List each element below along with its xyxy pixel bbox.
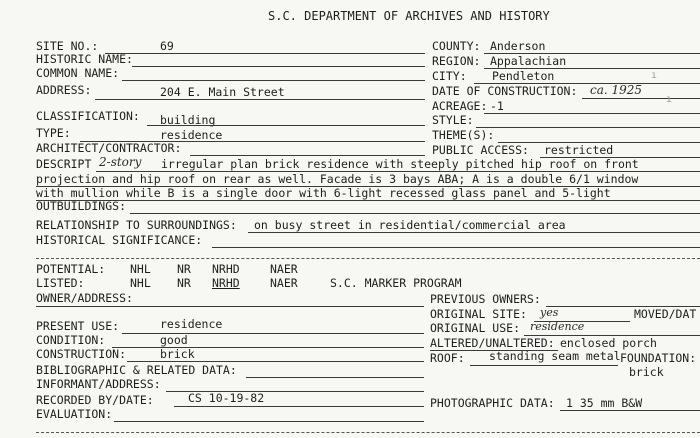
original-use-label: ORIGINAL USE: [430,321,521,335]
region-value: Appalachian [490,54,567,68]
description-handwritten: 2-story [99,155,142,169]
condition-value: good [160,333,188,347]
relationship-value: on busy street in residential/commercial area [254,218,566,232]
address-value: 204 E. Main Street [160,85,285,99]
recorded-by-label: RECORDED BY/DATE: [36,393,154,407]
informant-label: INFORMANT/ADDRESS: [36,377,161,391]
common-name-label: COMMON NAME: [36,66,120,80]
pencil-mark: ı [666,94,673,105]
classification-value: building [160,113,216,127]
previous-owners-label: PREVIOUS OWNERS: [430,292,541,306]
altered-label: ALTERED/UNALTERED: [430,336,555,350]
acreage-value: -1 [490,99,504,113]
original-site-label: ORIGINAL SITE: [430,307,527,321]
architect-label: ARCHITECT/CONTRACTOR: [36,141,182,155]
date-of-construction-label: DATE OF CONSTRUCTION: [432,84,578,98]
description-line-3: with mullion while B is a single door with 6-light recessed glass panel and 5-light [36,186,611,200]
description-label: DESCRIPT [36,157,92,171]
description-line-1: irregular plan brick residence with steeply pitched hip roof on front [161,157,639,171]
region-label: REGION: [432,54,481,68]
present-use-label: PRESENT USE: [36,319,120,333]
present-use-value: residence [160,317,223,331]
pencil-mark: ı [651,70,658,81]
public-access-value: restricted [544,143,614,157]
altered-value: enclosed porch [560,336,657,350]
recorded-by-value: CS 10-19-82 [188,391,265,405]
marker-program: S.C. MARKER PROGRAM [330,276,462,290]
acreage-label: ACREAGE: [432,99,488,113]
theme-label: THEME(S): [432,128,495,142]
listed-nr: NR [177,276,191,290]
site-no-value: 69 [160,39,174,53]
listed-nrhd: NRHD [212,276,240,290]
city-value: Pendleton [492,69,555,83]
classification-label: CLASSIFICATION: [36,109,140,123]
evaluation-label: EVALUATION: [36,407,113,421]
foundation-label: FOUNDATION: [620,351,697,365]
site-no-label: SITE NO.: [36,39,99,53]
style-label: STYLE: [432,113,474,127]
foundation-value: brick [629,365,664,379]
date-of-construction-value: ca. 1925 [590,83,643,97]
public-access-label: PUBLIC ACCESS: [432,143,529,157]
listed-nhl: NHL [130,276,151,290]
roof-value: standing seam metal [489,349,621,363]
listed-label: LISTED: [36,276,85,290]
construction-value: brick [160,347,195,361]
address-label: ADDRESS: [36,83,92,97]
type-label: TYPE: [36,126,71,140]
type-value: residence [160,128,223,142]
photographic-label: PHOTOGRAPHIC DATA: [430,396,555,410]
historic-name-label: HISTORIC NAME: [36,52,133,66]
county-label: COUNTY: [432,39,481,53]
city-label: CITY: [432,69,467,83]
description-line-2: projection and hip roof on rear as well. Facade is 3 bays ABA; A is a double 6/1 window [36,172,639,186]
county-value: Anderson [490,39,546,53]
photographic-value: 1 35 mm B&W [566,396,643,410]
moved-date-label: MOVED/DAT [634,307,697,321]
bibliographic-label: BIBLIOGRAPHIC & RELATED DATA: [36,363,237,377]
condition-label: CONDITION: [36,333,106,347]
form-header: S.C. DEPARTMENT OF ARCHIVES AND HISTORY [268,9,550,23]
potential-label: POTENTIAL: [36,262,106,276]
significance-label: HISTORICAL SIGNIFICANCE: [36,233,203,247]
potential-nr: NR [177,262,191,276]
potential-naer: NAER [270,262,298,276]
original-site-value: yes [540,306,559,319]
listed-naer: NAER [270,276,298,290]
roof-label: ROOF: [430,351,465,365]
owner-label: OWNER/ADDRESS: [36,291,133,305]
potential-nrhd: NRHD [212,262,240,276]
original-use-value: residence [530,320,585,333]
construction-label: CONSTRUCTION: [36,347,127,361]
relationship-label: RELATIONSHIP TO SURROUNDINGS: [36,218,237,232]
potential-nhl: NHL [130,262,151,276]
outbuildings-label: OUTBUILDINGS: [36,199,127,213]
